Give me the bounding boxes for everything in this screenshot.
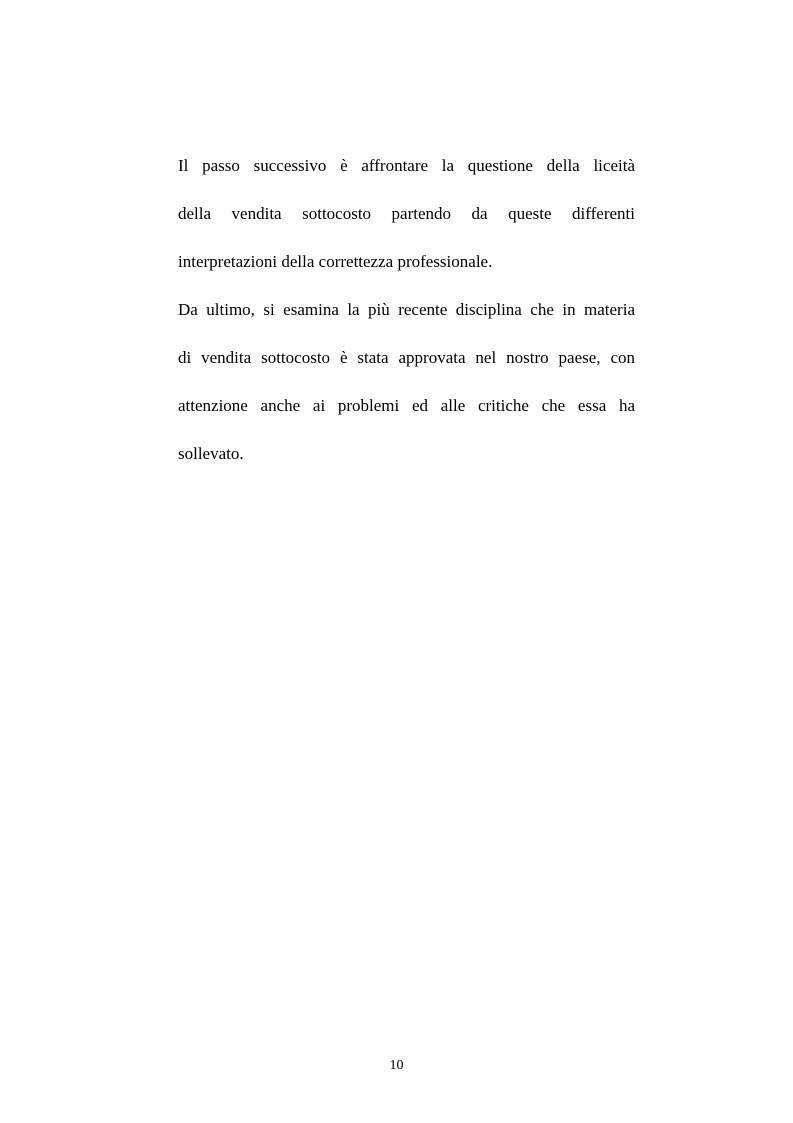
body-text (178, 142, 635, 478)
text-line: attenzione anche ai problemi ed alle critiche che essa ha (178, 396, 635, 415)
text-line: Il passo successivo è affrontare la questione della liceità (178, 156, 635, 175)
text-line: della vendita sottocosto partendo da queste differenti (178, 204, 635, 223)
text-line: Da ultimo, si esamina la più recente disciplina che in materia (178, 300, 635, 319)
text-line: interpretazioni della correttezza professionale. (178, 252, 493, 271)
text-line: di vendita sottocosto è stata approvata nel nostro paese, con (178, 348, 635, 367)
paragraph-1 (178, 142, 635, 286)
paragraph-2 (178, 286, 635, 478)
text-line: sollevato. (178, 444, 244, 463)
page-number: 10 (389, 1058, 404, 1073)
